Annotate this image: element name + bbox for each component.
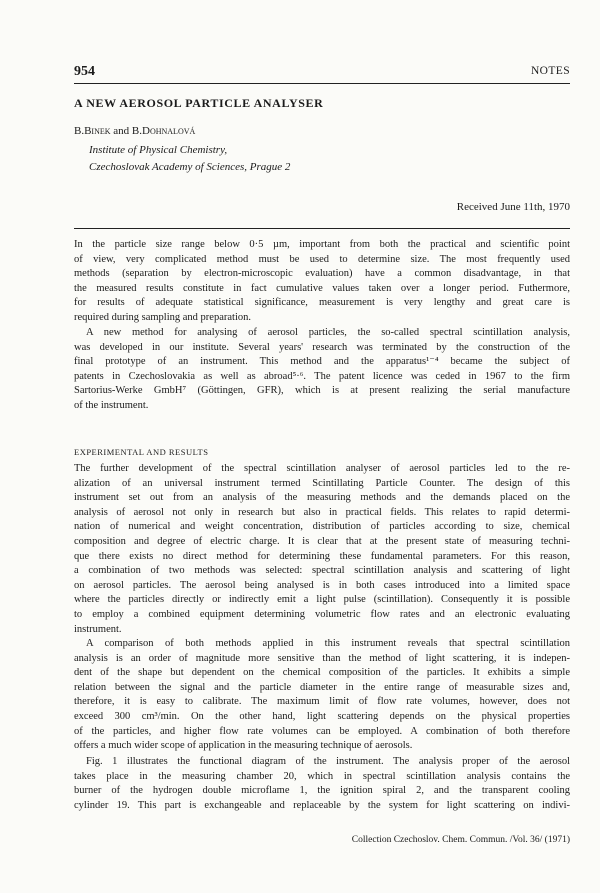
running-header [74,64,570,80]
text-line: final prototype of an instrument. This method and the apparatus¹⁻⁴ became the subject of [74,356,570,368]
page-number: 954 [74,64,95,79]
text-line: where the particles directly or indirectly emit a light pulse (scintillation). Consequently it is possible [74,594,570,606]
text-line: offers a much wider scope of application in the measuring technique of aerosols. [74,740,413,752]
affiliation-line-2: Czechoslovak Academy of Sciences, Prague 2 [89,161,291,173]
paragraph-5 [74,755,570,813]
text-line: The further development of the spectral scintillation analyser of aerosol particles led to the re- [74,463,570,474]
author-dohnalova: B.Dohnalová [131,125,196,137]
text-line: composition and degree of electric charge. It is clear that at the present state of measuring techni- [74,535,570,547]
text-line: analysis of aerosol not only in research but also in practical fields. This relates to rapid determi- [74,506,570,518]
paragraph-3 [74,462,570,637]
affiliation-line-1: Institute of Physical Chemistry, [89,144,228,156]
text-line: analysis is an order of magnitude more sensitive than the method of light scattering, it is indepen- [74,652,570,664]
article-title: A NEW AEROSOL PARTICLE ANALYSER [74,96,324,110]
text-line: was developed in our institute. Several years' research was terminated by the construction of the [74,341,570,353]
text-line: on aerosol particles. The aerosol being analysed is in both cases introduced into a limited space [74,579,570,591]
affiliation [89,142,290,176]
text-line: que there exists no direct method for determining these fundamental parameters. For this reason, [74,550,570,562]
text-line: relation between the signal and the particle diameter in the entire range of measurable sizes and, [74,681,570,693]
text-line: of view, very complicated method must be used to determine size. The most frequently used [74,253,570,265]
text-line: patents in Czechoslovakia as well as abroad⁵·⁶. The patent licence was ceded in 1967 to the firm [74,370,570,382]
text-line: alization of an universal instrument termed Scintillating Particle Counter. The design of this [74,477,570,489]
text-line: for results of adequate statistical significance, measurement is very lengthy and great care is [74,297,570,309]
text-line: therefore, it is easy to calibrate. The maximum limit of flow rate volumes, however, does not [74,696,570,708]
text-line: instrument set out from an analysis of the measuring methods and the demands placed on the [74,492,570,504]
paragraph-4 [74,637,570,754]
text-line: exceed 300 cm³/min. On the other hand, light scattering depends on the physical properties [74,710,570,722]
text-line: to employ a combined equipment determining volumetric flow rates and an electronic evaluating [74,608,570,620]
authors [74,125,195,137]
section-label: NOTES [530,65,570,77]
header-rule [74,83,570,84]
text-line: of the particles, and higher flow rate volumes can be employed. A combination of both therefore [74,725,570,737]
text-line: of the instrument. [74,399,149,411]
received-date: Received June 11th, 1970 [456,201,570,213]
section-heading: EXPERIMENTAL AND RESULTS [74,447,209,457]
text-line: takes place in the measuring chamber 20, which in spectral scintillation analysis contains the [74,770,570,782]
text-line: Fig. 1 illustrates the functional diagram of the instrument. The analysis proper of the aerosol [86,756,570,767]
author-binek: B.Binek [74,125,111,137]
paragraph-1 [74,238,570,326]
journal-citation-footer: Collection Czechoslov. Chem. Commun. /Vol. 36/ (1971) [351,835,570,845]
abstract-rule [74,228,570,229]
text-line: burner of the hydrogen double microflame 1, the ignition spiral 2, and the transparent cooling [74,785,570,797]
authors-and: and [113,125,130,137]
text-line: a combination of two methods was selected: spectral scintillation analysis and scattering of light [74,565,570,577]
text-line: instrument. [74,623,122,635]
text-line: required during sampling and preparation. [74,311,251,323]
text-line: nation of numerical and weight concentration, distribution of particles according to size, chemical [74,521,570,533]
text-line: Sartorius-Werke GmbH⁷ (Göttingen, GFR), which is at present realizing the serial manufacture [74,385,570,397]
text-line: A comparison of both methods applied in this instrument reveals that spectral scintillation [86,638,570,649]
text-line: In the particle size range below 0·5 µm, important from both the practical and scientific point [74,239,570,250]
text-line: methods (separation by electron-microscopic evaluation) have a common disadvantage, in that [74,268,570,280]
text-line: A new method for analysing of aerosol particles, the so-called spectral scintillation analysis, [86,327,570,338]
text-line: dent of the shape but dependent on the chemical composition of the particles. It exhibits a simple [74,667,570,679]
paragraph-2 [74,326,570,414]
text-line: the measured results constitute in fact cumulative values taken over a longer period. Futhermore, [74,282,570,294]
text-line: cylinder 19. This part is exchangeable and replaceable by the system for light scattering on indivi- [74,799,570,811]
